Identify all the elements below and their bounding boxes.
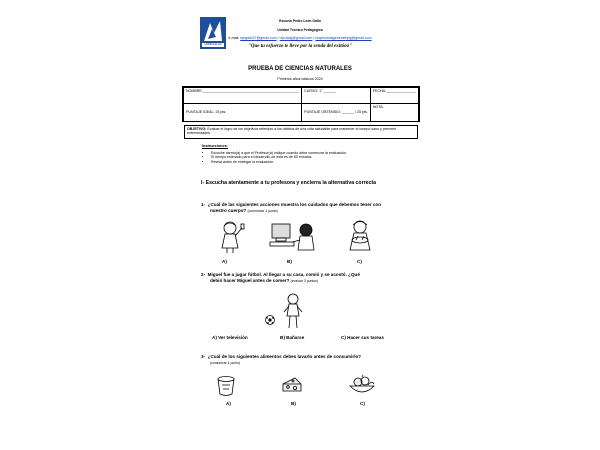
school-unit: Unidad Técnico Pedagógica — [277, 28, 323, 32]
soccer-ball-icon — [265, 312, 275, 322]
q1-option-c[interactable]: C) — [357, 259, 362, 264]
question-3: 3- ¿Cuál de los siguientes alimentos debes lavarlo antes de consumirlo? (comunicar 1 punto) — [201, 354, 362, 365]
instructions-list — [201, 151, 401, 164]
q1-option-b[interactable]: B) — [287, 259, 292, 264]
date-field[interactable]: FECHA:_______________ — [370, 88, 418, 104]
section-heading: I- Escucha atentamente a tu profesora y encierra la alternativa correcta — [201, 180, 377, 186]
student-info-box — [182, 86, 420, 122]
girl-with-food-image[interactable] — [342, 218, 378, 254]
instruction-item: • El tiempo estimado para el desarrollo de ésta es de 60 minutos. — [211, 155, 401, 159]
exam-subtitle: Primeros años básicos 2024 — [277, 77, 323, 81]
objective-text: Evaluar el logro de los objetivos referidos a los hábitos de una vida saludable para mantener el cuerpo sano y prevenir enfermedades. — [187, 127, 396, 136]
instruction-item: • Escuche atento(a) a que el Profesor(a) indique cuando debe comenzar la evaluación. — [211, 151, 401, 155]
q2-option-c[interactable]: C) Hacer sus tareas — [341, 335, 384, 340]
school-name: Escuela Pedro Leon Gallo — [279, 19, 321, 23]
objective-label: OBJETIVO: — [187, 127, 207, 131]
grade-field[interactable]: NOTA: — [370, 104, 418, 122]
school-motto: "Que tu esfuerzo te lleve por la senda del exitóóó" — [248, 44, 352, 49]
exam-title: PRUEBA DE CIENCIAS NATURALES — [248, 66, 352, 72]
yogurt-cup-image[interactable] — [216, 375, 236, 397]
objective-box — [184, 125, 418, 139]
fruit-bowl-image[interactable] — [348, 374, 376, 396]
boy-miguel-image — [282, 292, 304, 330]
email-link-3[interactable]: inspectoriageneraleplg@gmail.com — [315, 36, 372, 40]
boy-at-computer-image[interactable] — [268, 220, 320, 254]
instructions-heading: Instrucciones: — [202, 144, 228, 148]
email-label: e-mail: — [228, 36, 240, 40]
q2-option-a[interactable]: A) Ver televisión — [212, 335, 248, 340]
question-1: 1- ¿Cuál de las siguientes acciones muestra los cuidados que debemos tener con nuestro cuerpo? (comunicar 1 punto) — [201, 202, 381, 213]
q3-option-b[interactable]: B) — [291, 401, 296, 406]
logo-text: LEON GALLO — [204, 43, 222, 46]
name-field[interactable]: NOMBRE:________________________________________________ — [184, 88, 302, 104]
instruction-item: • Revisa antes de entregar la evaluación. — [211, 160, 401, 164]
q3-option-c[interactable]: C) — [360, 401, 365, 406]
q2-option-b[interactable]: B) Bañarse — [280, 335, 305, 340]
cheese-image[interactable] — [281, 376, 303, 394]
email-line — [0, 36, 600, 40]
course-field[interactable]: CURSO: 1° ______ — [302, 88, 371, 104]
email-separator: / — [313, 36, 315, 40]
email-link-1[interactable]: eplgallo27@gmail.com — [240, 36, 277, 40]
girl-brushing-teeth-image[interactable] — [212, 218, 248, 254]
obtained-score-field[interactable]: PUNTAJE OBTENIDO: ______ / 25 pts. — [302, 104, 371, 122]
question-2: 2- Miguel fue a jugar fútbol. Al llegar a su casa, comió y se acostó. ¿Qué debió hacer Miguel antes de comer? (evaluar 3 puntos) — [201, 272, 360, 283]
ideal-score: PUNTAJE IDEAL: 25 pts. — [184, 104, 302, 122]
email-separator: / — [277, 36, 279, 40]
q1-option-a[interactable]: A) — [222, 259, 227, 264]
q3-option-a[interactable]: A) — [226, 401, 231, 406]
email-link-2[interactable]: utp.eplg@gmail.com — [279, 36, 313, 40]
